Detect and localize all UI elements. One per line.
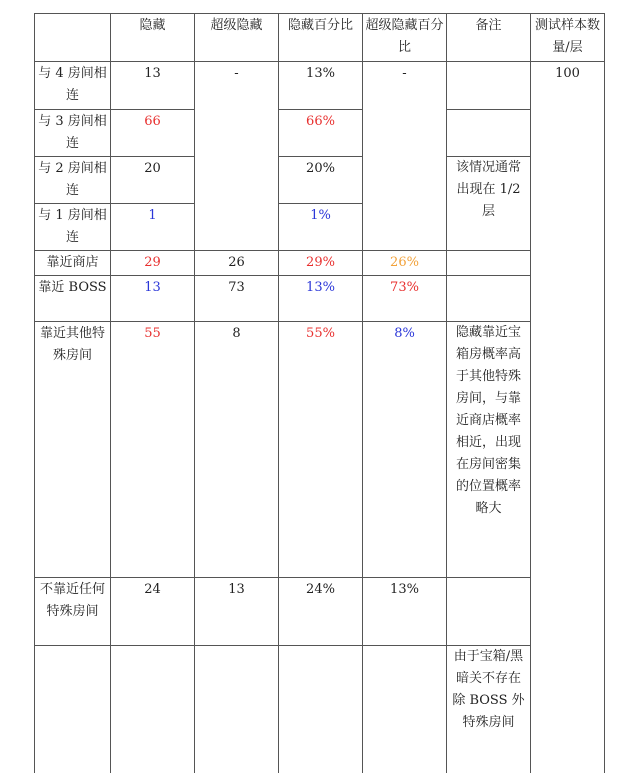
hidden-count	[111, 646, 195, 773]
row-label: 与 2 房间相连	[35, 157, 111, 204]
hidden-pct	[279, 646, 363, 773]
super-hidden-pct: 26%	[363, 251, 447, 276]
hidden-pct: 24%	[279, 578, 363, 646]
hidden-pct: 13%	[279, 276, 363, 322]
header-row	[35, 14, 605, 62]
hidden-count: 1	[111, 204, 195, 251]
super-hidden-pct: 8%	[363, 322, 447, 578]
row-label: 与 3 房间相连	[35, 110, 111, 157]
note-last: 由于宝箱/黑暗关不存在除 BOSS 外特殊房间	[447, 646, 531, 773]
super-hidden-pct: -	[363, 62, 447, 251]
super-hidden-count: -	[195, 62, 279, 251]
row-label: 与 4 房间相连	[35, 62, 111, 110]
hidden-count: 55	[111, 322, 195, 578]
super-hidden-count: 26	[195, 251, 279, 276]
super-hidden-pct: 73%	[363, 276, 447, 322]
row-no-special	[35, 578, 605, 646]
header-super-hidden: 超级隐藏	[195, 14, 279, 62]
hidden-count: 66	[111, 110, 195, 157]
super-hidden-count	[195, 646, 279, 773]
row-label: 靠近 BOSS	[35, 276, 111, 322]
row-2-rooms	[35, 157, 605, 204]
hidden-count: 13	[111, 62, 195, 110]
hidden-pct: 13%	[279, 62, 363, 110]
document-page	[34, 13, 614, 773]
header-note: 备注	[447, 14, 531, 62]
row-label	[35, 646, 111, 773]
row-3-rooms	[35, 110, 605, 157]
hidden-count: 29	[111, 251, 195, 276]
header-hidden: 隐藏	[111, 14, 195, 62]
row-label: 不靠近任何特殊房间	[35, 578, 111, 646]
row-label: 靠近商店	[35, 251, 111, 276]
row-near-other-special	[35, 322, 605, 578]
header-blank-cell	[35, 14, 111, 62]
super-hidden-count: 73	[195, 276, 279, 322]
row-near-boss	[35, 276, 605, 322]
note-cell	[447, 62, 531, 110]
row-label: 与 1 房间相连	[35, 204, 111, 251]
note-other-special: 隐藏靠近宝箱房概率高于其他特殊房间，与靠近商店概率相近，出现在房间密集的位置概率略大	[447, 322, 531, 578]
note-cell	[447, 578, 531, 646]
hidden-pct: 1%	[279, 204, 363, 251]
hidden-count: 24	[111, 578, 195, 646]
note-cell	[447, 251, 531, 276]
row-label: 靠近其他特殊房间	[35, 322, 111, 578]
row-last-partial	[35, 646, 605, 773]
row-4-rooms	[35, 62, 605, 110]
header-sample-size: 测试样本数量/层	[531, 14, 605, 62]
hidden-pct: 29%	[279, 251, 363, 276]
note-two-rooms: 该情况通常出现在 1/2 层	[447, 157, 531, 251]
hidden-pct: 55%	[279, 322, 363, 578]
super-hidden-count: 8	[195, 322, 279, 578]
header-hidden-pct: 隐藏百分比	[279, 14, 363, 62]
note-cell	[447, 110, 531, 157]
stats-table	[34, 13, 605, 773]
hidden-pct: 66%	[279, 110, 363, 157]
super-hidden-pct	[363, 646, 447, 773]
row-near-shop	[35, 251, 605, 276]
super-hidden-pct: 13%	[363, 578, 447, 646]
sample-size: 100	[531, 62, 605, 773]
hidden-count: 20	[111, 157, 195, 204]
note-cell	[447, 276, 531, 322]
hidden-count: 13	[111, 276, 195, 322]
super-hidden-count: 13	[195, 578, 279, 646]
header-super-hidden-pct: 超级隐藏百分比	[363, 14, 447, 62]
hidden-pct: 20%	[279, 157, 363, 204]
